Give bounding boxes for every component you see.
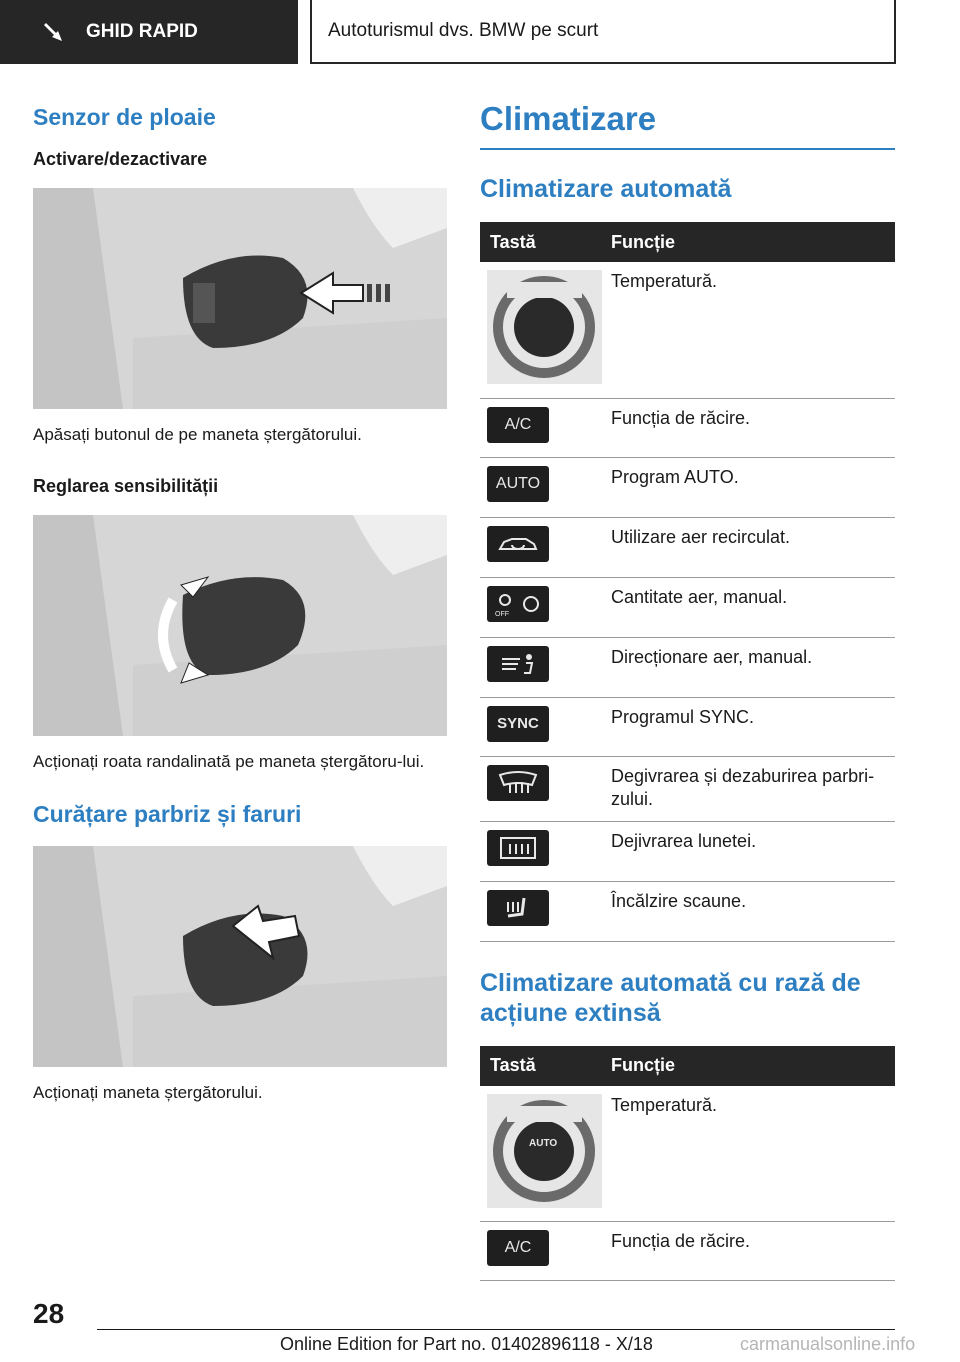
airflow-icon xyxy=(496,651,540,677)
windshield-defrost-icon xyxy=(496,769,540,797)
fan-off-label: OFF xyxy=(495,610,509,618)
function-text: Programul SYNC. xyxy=(607,697,895,756)
col-function-header: Funcție xyxy=(607,222,895,262)
table-row xyxy=(480,697,895,756)
climate-heading: Climatizare xyxy=(480,100,895,150)
table-row xyxy=(480,398,895,457)
page-number: 28 xyxy=(33,1298,65,1329)
function-text: Încălzire scaune. xyxy=(607,881,895,941)
knob-auto-label: AUTO xyxy=(529,1137,558,1149)
rain-sensor-heading: Senzor de ploaie xyxy=(33,104,216,130)
auto-climate-heading: Climatizare automată xyxy=(480,175,732,203)
windshield-defrost-button xyxy=(487,765,549,801)
recirculation-button xyxy=(487,526,549,562)
rear-defrost-icon xyxy=(496,834,540,862)
edition-text: Online Edition for Part no. 01402896118 - X/18 xyxy=(280,1334,653,1354)
sensitivity-heading: Reglarea sensibilității xyxy=(33,476,219,496)
table-row xyxy=(480,637,895,697)
function-text: Degivrarea și dezaburirea parbri-zului. xyxy=(607,756,895,821)
extended-climate-table xyxy=(480,1046,895,1282)
function-text: Temperatură. xyxy=(607,262,895,398)
seat-heat-icon xyxy=(496,894,540,922)
cleaning-heading: Curățare parbriz și faruri xyxy=(33,801,302,827)
table-row xyxy=(480,457,895,517)
table-row xyxy=(480,881,895,941)
col-function-header: Funcție xyxy=(607,1046,895,1086)
seat-heating-button xyxy=(487,890,549,926)
sensitivity-caption: Acționați roata randalinată pe maneta ștergătoru-lui. xyxy=(33,752,425,771)
footer-divider xyxy=(97,1329,895,1330)
function-text: Direcționare aer, manual. xyxy=(607,637,895,697)
wrench-arrow-icon xyxy=(42,21,64,43)
function-text: Funcția de răcire. xyxy=(607,1222,895,1281)
activate-heading: Activare/dezactivare xyxy=(33,149,208,169)
auto-button: AUTO xyxy=(487,466,549,502)
function-text: Funcția de răcire. xyxy=(607,398,895,457)
table-row xyxy=(480,262,895,398)
col-key-header: Tastă xyxy=(480,1046,607,1086)
col-key-header: Tastă xyxy=(480,222,607,262)
quick-guide-label: GHID RAPID xyxy=(86,21,198,42)
table-row xyxy=(480,517,895,577)
function-text: Utilizare aer recirculat. xyxy=(607,517,895,577)
wiper-stalk-press-photo xyxy=(33,188,447,409)
quick-guide-tab xyxy=(0,0,298,64)
function-text: Dejivrarea lunetei. xyxy=(607,821,895,881)
activate-caption: Apăsați butonul de pe maneta ștergătorului. xyxy=(33,425,362,444)
function-text: Cantitate aer, manual. xyxy=(607,577,895,637)
extended-climate-heading: Climatizare automată cu rază de acțiune extinsă xyxy=(480,968,861,1027)
section-title: Autoturismul dvs. BMW pe scurt xyxy=(310,0,896,64)
table-row xyxy=(480,821,895,881)
watermark: carmanualsonline.info xyxy=(740,1334,916,1354)
temperature-auto-knob-icon xyxy=(487,1094,602,1208)
function-text: Program AUTO. xyxy=(607,457,895,517)
car-recirc-icon xyxy=(496,533,540,555)
cleaning-caption: Acționați maneta ștergătorului. xyxy=(33,1083,263,1102)
temperature-knob-icon xyxy=(487,270,602,384)
wiper-wheel-photo xyxy=(33,515,447,736)
wiper-pull-photo xyxy=(33,846,447,1067)
table-row xyxy=(480,1086,895,1222)
table-row xyxy=(480,577,895,637)
right-column xyxy=(480,100,895,1281)
sync-button: SYNC xyxy=(487,706,549,742)
airflow-button xyxy=(487,646,549,682)
auto-climate-table xyxy=(480,222,895,942)
table-row xyxy=(480,1222,895,1281)
ac-button: A/C xyxy=(487,407,549,443)
fan-button xyxy=(487,586,549,622)
function-text: Temperatură. xyxy=(607,1086,895,1222)
left-column xyxy=(33,100,447,1104)
rear-defrost-button xyxy=(487,830,549,866)
table-row xyxy=(480,756,895,821)
ac-button: A/C xyxy=(487,1230,549,1266)
